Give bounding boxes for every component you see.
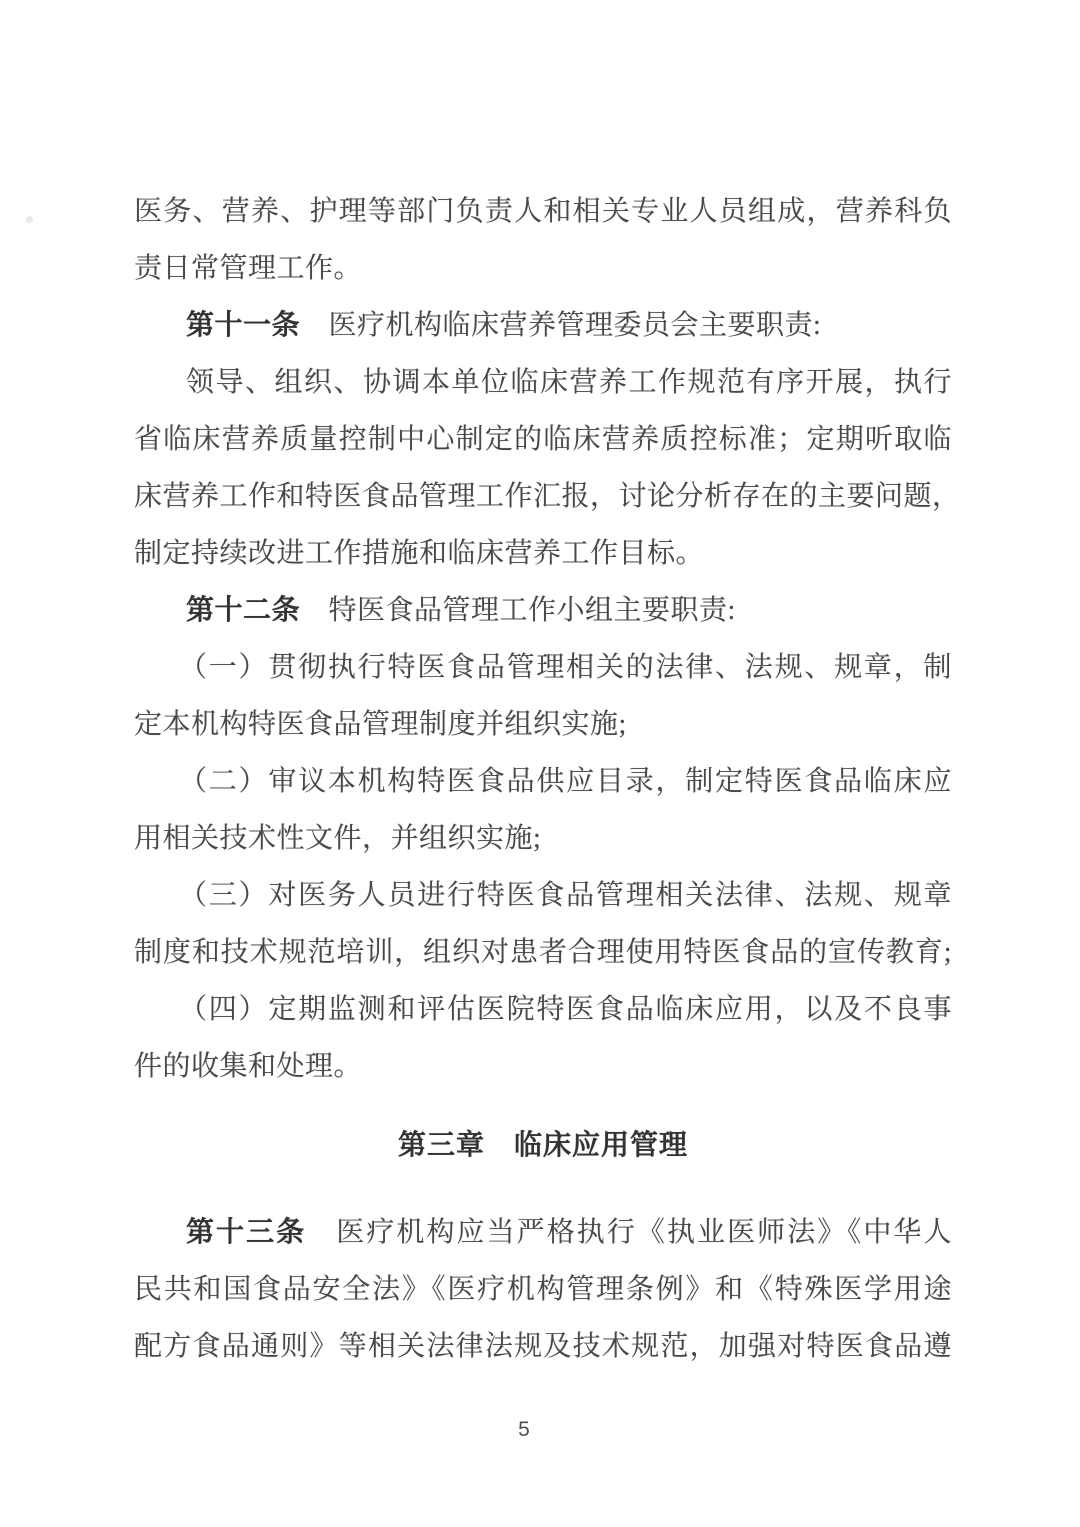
list-item-line: （二）审议本机构特医食品供应目录，制定特医食品临床应 (179, 766, 952, 797)
body-line: 民共和国食品安全法》《医疗机构管理条例》和《特殊医学用途 (134, 1274, 952, 1305)
list-item-line: （三）对医务人员进行特医食品管理相关法律、法规、规章 (179, 880, 952, 911)
list-item-line: （四）定期监测和评估医院特医食品临床应用，以及不良事 (179, 994, 952, 1025)
body-line: 用相关技术性文件，并组织实施; (134, 823, 542, 854)
scan-artifact-dot (26, 216, 33, 223)
body-line: 定本机构特医食品管理制度并组织实施; (134, 709, 627, 740)
chapter-heading: 第三章 临床应用管理 (397, 1130, 688, 1161)
body-line: 制度和技术规范培训，组织对患者合理使用特医食品的宣传教育; (134, 937, 952, 968)
article-body-text: 医疗机构应当严格执行《执业医师法》《中华人 (306, 1217, 952, 1248)
article-number: 第十一条 (186, 310, 301, 341)
body-line: 省临床营养质量控制中心制定的临床营养质控标准；定期听取临 (134, 424, 952, 455)
page-number: 5 (518, 1418, 530, 1441)
body-line: 床营养工作和特医食品管理工作汇报，讨论分析存在的主要问题， (134, 481, 961, 512)
body-line: 责日常管理工作。 (134, 253, 363, 284)
body-line: 件的收集和处理。 (134, 1051, 363, 1082)
article-heading-line (134, 1204, 952, 1261)
body-line: 配方食品通则》等相关法律法规及技术规范，加强对特医食品遵 (134, 1331, 952, 1362)
article-number: 第十二条 (186, 595, 301, 626)
article-heading-line (134, 297, 952, 354)
article-number: 第十三条 (186, 1217, 307, 1248)
body-line: 领导、组织、协调本单位临床营养工作规范有序开展，执行 (186, 367, 952, 398)
list-item-line: （一）贯彻执行特医食品管理相关的法律、法规、规章，制 (179, 652, 952, 683)
article-heading-line (134, 582, 952, 639)
article-title: 医疗机构临床营养管理委员会主要职责: (300, 310, 822, 341)
document-body (134, 183, 961, 1375)
body-line: 医务、营养、护理等部门负责人和相关专业人员组成，营养科负 (134, 196, 952, 227)
article-title: 特医食品管理工作小组主要职责: (300, 595, 736, 626)
body-line: 制定持续改进工作措施和临床营养工作目标。 (134, 538, 705, 569)
